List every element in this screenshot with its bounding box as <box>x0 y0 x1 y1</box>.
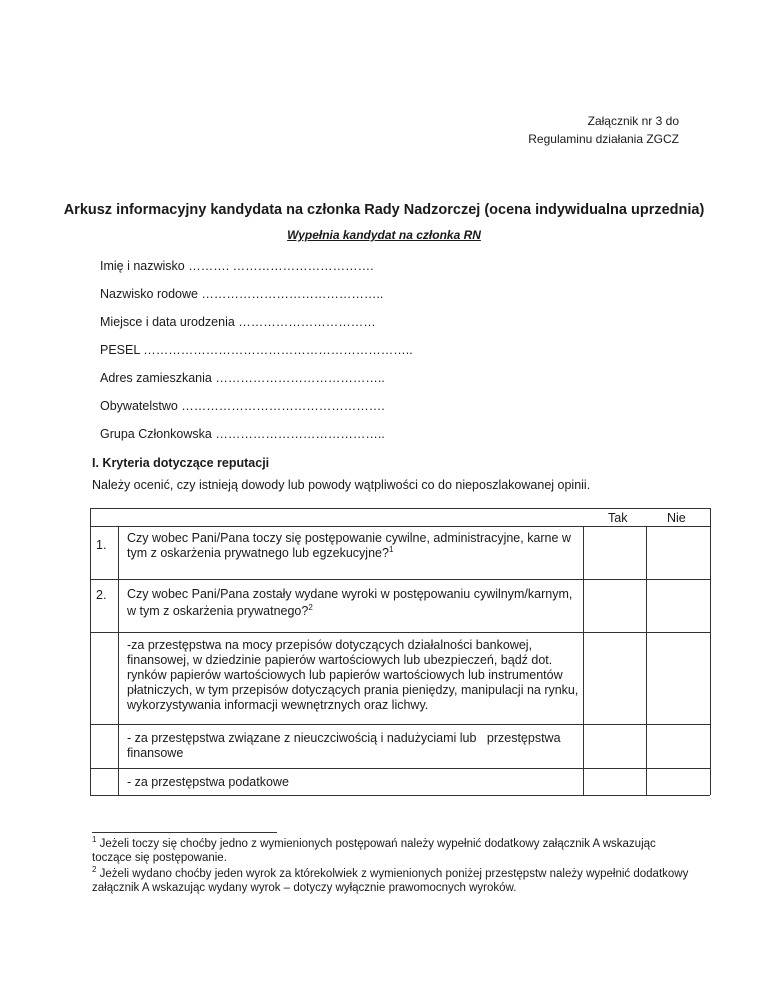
answer-no-cell[interactable] <box>647 527 710 579</box>
footnote-2 <box>92 867 692 895</box>
field-full-name[interactable]: Imię i nazwisko ………. ……………………………. <box>100 259 374 273</box>
field-address[interactable]: Adres zamieszkania ………………………………….. <box>100 371 385 385</box>
table-border <box>118 526 119 795</box>
footnote-1 <box>92 837 692 865</box>
table-border <box>90 508 91 795</box>
row-subitem: - za przestępstwa podatkowe <box>127 775 289 789</box>
footnote-mark: 2 <box>92 865 97 875</box>
footnote-text: Jeżeli toczy się choćby jedno z wymienionych postępowań należy wypełnić dodatkowy załącznik A wskazując toczące się postępowanie. <box>92 838 656 864</box>
column-header-no: Nie <box>667 511 686 525</box>
answer-yes-cell[interactable] <box>584 769 646 795</box>
answer-yes-cell[interactable] <box>584 527 646 579</box>
answer-yes-cell[interactable] <box>584 725 646 768</box>
attachment-note <box>528 112 679 148</box>
answer-yes-cell[interactable] <box>584 580 646 632</box>
footnote-text: Jeżeli wydano choćby jeden wyrok za którekolwiek z wymienionych poniżej przestępstw należy wypełnić dodatkowy załącznik A wskazując wydany wyrok – dotyczy wyłącznie prawomocnych wyroków. <box>92 868 689 894</box>
row-question-text: Czy wobec Pani/Pana toczy się postępowanie cywilne, administracyjne, karne w tym z oskarżenia prywatnego lub egzekucyjne? <box>127 531 571 560</box>
field-pesel[interactable]: PESEL ……………………………………………………….. <box>100 343 413 357</box>
document-title: Arkusz informacyjny kandydata na członka Rady Nadzorczej (ocena indywidualna uprzednia) <box>63 202 705 218</box>
row-number: 2. <box>96 588 107 602</box>
footnote-mark: 1 <box>92 835 97 845</box>
document-subtitle: Wypełnia kandydat na członka RN <box>287 228 481 242</box>
section-description: Należy ocenić, czy istnieją dowody lub powody wątpliwości co do nieposzlakowanej opinii. <box>92 478 591 492</box>
answer-no-cell[interactable] <box>647 769 710 795</box>
table-border <box>90 795 710 796</box>
answer-no-cell[interactable] <box>647 580 710 632</box>
footnote-ref: 2 <box>308 602 313 612</box>
row-question-text: Czy wobec Pani/Pana zostały wydane wyroki w postępowaniu cywilnym/karnym, w tym z oskarżenia prywatnego? <box>127 587 573 618</box>
answer-no-cell[interactable] <box>647 633 710 724</box>
row-subitem: - za przestępstwa związane z nieuczciwością i nadużyciami lub przestępstwa finansowe <box>127 731 561 760</box>
answer-yes-cell[interactable] <box>584 633 646 724</box>
attachment-line-2: Regulaminu działania ZGCZ <box>528 132 679 146</box>
answer-no-cell[interactable] <box>647 725 710 768</box>
field-birth-place-date[interactable]: Miejsce i data urodzenia …………………………… <box>100 315 376 329</box>
section-title: I. Kryteria dotyczące reputacji <box>92 456 270 470</box>
row-subitem: -za przestępstwa na mocy przepisów dotyczących działalności bankowej, finansowej, w dziedzinie papierów wartościowych lub ubezpieczeń, bądź dot. rynków papierów wartościowych lub papierów wartościowych lub instrumentów płatniczych, w tym przepisów dotyczących prania pieniędzy, manipulacji na rynku, wykorzystywania informacji wewnętrznych oraz lichwy. <box>127 638 579 712</box>
row-number: 1. <box>96 538 107 552</box>
field-family-name[interactable]: Nazwisko rodowe …………………………………….. <box>100 287 384 301</box>
field-citizenship[interactable]: Obywatelstwo …………………………………………. <box>100 399 385 413</box>
column-header-yes: Tak <box>608 511 628 525</box>
row-question <box>127 531 579 561</box>
attachment-line-1: Załącznik nr 3 do <box>587 114 679 128</box>
row-question <box>127 586 579 620</box>
table-border <box>90 508 710 509</box>
field-member-group[interactable]: Grupa Członkowska ………………………………….. <box>100 427 385 441</box>
footnote-ref: 1 <box>388 544 394 554</box>
footnote-separator <box>92 832 277 833</box>
table-border <box>710 508 711 795</box>
